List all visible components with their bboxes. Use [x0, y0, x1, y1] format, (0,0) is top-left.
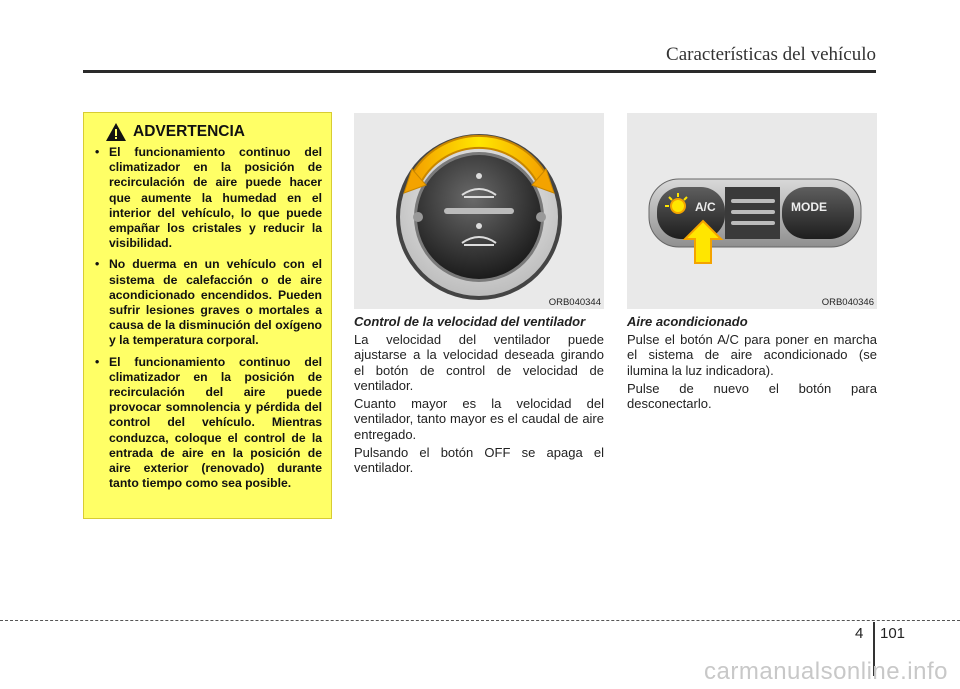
page-number: 101: [880, 625, 906, 642]
warning-header: [93, 122, 322, 142]
fan-speed-section: [354, 314, 604, 479]
watermark: carmanualsonline.info: [704, 658, 948, 685]
chapter-number: 4: [855, 625, 864, 642]
warning-item: • El funcionamiento continuo del climatizador en la posición de recirculación de aire puede hacer que aumente la humedad en el interior del vehículo, lo que puede empañar los cristales y reducir la visibilidad.: [93, 145, 322, 251]
warning-triangle-icon: [105, 122, 127, 142]
ac-panel-illustration: [627, 113, 877, 309]
header-title: Características del vehículo: [666, 44, 876, 65]
section-title: Control de la velocidad del ventilador: [354, 314, 586, 329]
warning-title: ADVERTENCIA: [133, 123, 245, 140]
warning-item: • El funcionamiento continuo del climatizador en la posición de recirculación del aire puede provocar somnolencia y pérdida del control del vehículo. Mientras conduzca, coloque el control de la entrada de aire en la posición de aire exterior (renovado) durante tanto tiempo como sea posible.: [93, 355, 322, 492]
ac-section: [627, 314, 877, 414]
ac-button-label: A/C: [695, 200, 716, 214]
mode-button-label: MODE: [791, 200, 827, 214]
section-paragraph: Cuanto mayor es la velocidad del ventilador, tanto mayor es el caudal de aire entregado.: [354, 396, 604, 442]
section-paragraph: Pulsando el botón OFF se apaga el ventilador.: [354, 445, 604, 476]
ac-button-figure: [627, 113, 877, 309]
section-title: Aire acondicionado: [627, 314, 748, 329]
warning-list: [93, 145, 322, 491]
section-paragraph: La velocidad del ventilador puede ajustarse a la velocidad deseada girando el botón de control de velocidad de ventilador.: [354, 332, 604, 393]
figure-code: ORB040346: [821, 297, 874, 308]
fan-speed-knob-figure: [354, 113, 604, 309]
section-paragraph: Pulse de nuevo el botón para desconectarlo.: [627, 380, 877, 412]
warning-item: • No duerma en un vehículo con el sistema de calefacción o de aire acondicionado encendidos. Pueden sufrir lesiones graves o mortales a causa de la disminución del oxígeno y la temperatura corporal.: [93, 257, 322, 348]
footer-rule: [0, 620, 960, 621]
header-rule: [83, 70, 876, 73]
warning-box: [83, 112, 332, 519]
fan-speed-knob-illustration: [354, 113, 604, 309]
section-paragraph: Pulse el botón A/C para poner en marcha el sistema de aire acondicionado (se ilumina la luz indicadora).: [627, 332, 877, 378]
figure-code: ORB040344: [548, 297, 601, 308]
